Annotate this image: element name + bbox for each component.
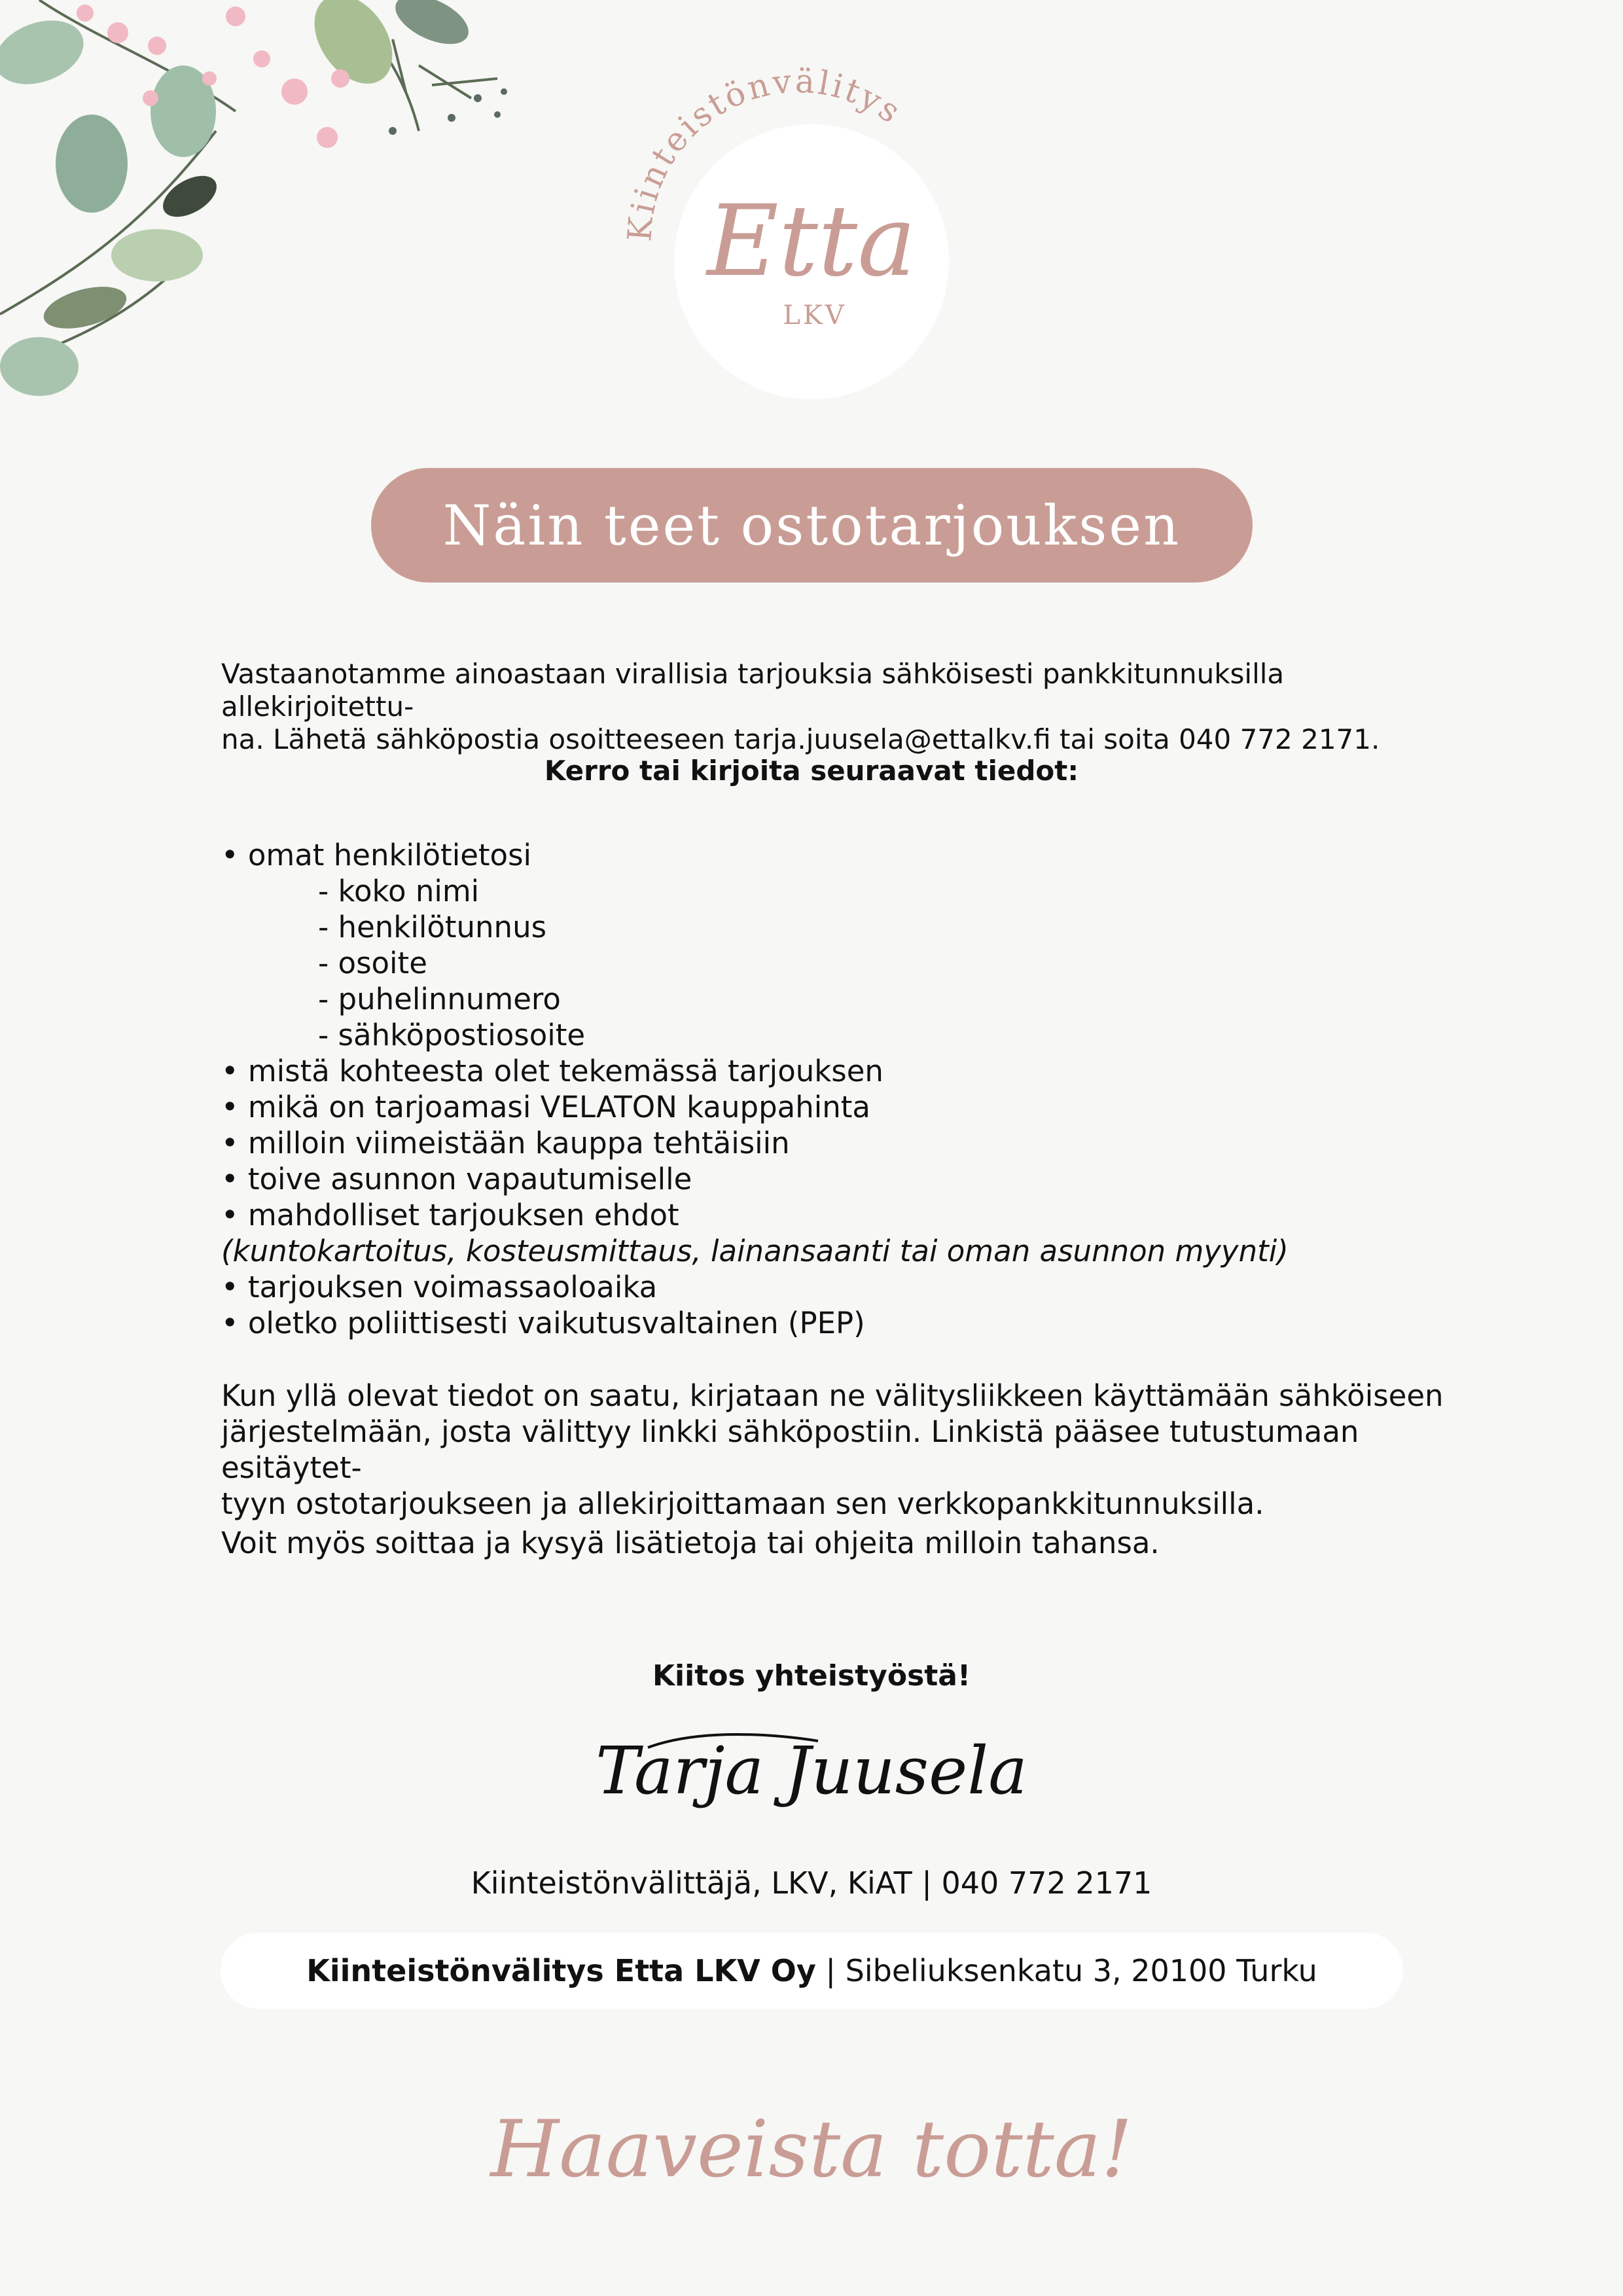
- title-banner: [371, 468, 1253, 583]
- list-subitem: - henkilötunnus: [318, 910, 547, 944]
- separator: |: [815, 1953, 846, 1988]
- paragraph-line: Kun yllä olevat tiedot on saatu, kirjataan ne välitysliikkeen käyttämään sähköiseen: [221, 1378, 1444, 1413]
- list-heading: Kerro tai kirjoita seuraavat tiedot:: [544, 755, 1079, 787]
- list-item: • mistä kohteesta olet tekemässä tarjouksen: [221, 1054, 883, 1088]
- list-item: • mikä on tarjoamasi VELATON kauppahinta: [221, 1090, 870, 1124]
- floral-decoration: [0, 0, 537, 419]
- info-list: [221, 837, 1465, 1341]
- thanks-text: Kiitos yhteistyöstä!: [652, 1659, 971, 1693]
- slogan: [490, 2088, 1133, 2219]
- address-bar: [221, 1933, 1403, 2009]
- logo-script-name: Etta: [707, 185, 916, 298]
- list-subitem: - sähköpostiosoite: [318, 1018, 586, 1052]
- company-logo: [615, 65, 982, 419]
- contact-paragraph: Voit myös soittaa ja kysyä lisätietoja tai ohjeita milloin tahansa.: [221, 1526, 1160, 1560]
- intro-line: na. Lähetä sähköpostia osoitteeseen tarja.juusela@ettalkv.fi tai soita 040 772 2171.: [221, 723, 1380, 755]
- company-name: Kiinteistönvälitys Etta LKV Oy: [306, 1953, 816, 1988]
- logo-suffix: LKV: [783, 300, 847, 331]
- logo-arc-text: Kiinteistönvälitys: [620, 65, 910, 243]
- agent-role: Kiinteistönvälittäjä, LKV, KiAT | 040 772 2171: [471, 1865, 1152, 1901]
- slogan-text: Haaveista totta!: [490, 2104, 1133, 2195]
- signature-text: Tarja Juusela: [596, 1732, 1027, 1809]
- list-subitem: - osoite: [318, 946, 427, 980]
- list-item: • tarjouksen voimassaoloaika: [221, 1270, 658, 1304]
- list-item: • toive asunnon vapautumiselle: [221, 1162, 692, 1196]
- paragraph-line: järjestelmään, josta välittyy linkki sähköpostiin. Linkistä pääsee tutustumaan esitäytet-: [221, 1414, 1359, 1485]
- intro-line: Vastaanotamme ainoastaan virallisia tarjouksia sähköisesti pankkitunnuksilla allekirjoitettu-: [221, 658, 1285, 723]
- list-item: • milloin viimeistään kauppa tehtäisiin: [221, 1126, 790, 1160]
- list-note: (kuntokartoitus, kosteusmittaus, lainansaanti tai oman asunnon myynti): [221, 1234, 1289, 1268]
- paragraph-line: tyyn ostotarjoukseen ja allekirjoittamaan sen verkkopankkitunnuksilla.: [221, 1486, 1264, 1521]
- intro-text: [221, 658, 1471, 756]
- page-title: Näin teet ostotarjouksen: [442, 493, 1181, 558]
- list-item: • omat henkilötietosi: [221, 838, 532, 872]
- list-subitem: - koko nimi: [318, 874, 480, 908]
- signature: [596, 1708, 1027, 1839]
- company-address: Sibeliuksenkatu 3, 20100 Turku: [845, 1953, 1317, 1988]
- list-subitem: - puhelinnumero: [318, 982, 561, 1016]
- process-paragraph: [221, 1378, 1471, 1522]
- list-item: • mahdolliset tarjouksen ehdot: [221, 1198, 679, 1232]
- list-item: • oletko poliittisesti vaikutusvaltainen (PEP): [221, 1306, 865, 1340]
